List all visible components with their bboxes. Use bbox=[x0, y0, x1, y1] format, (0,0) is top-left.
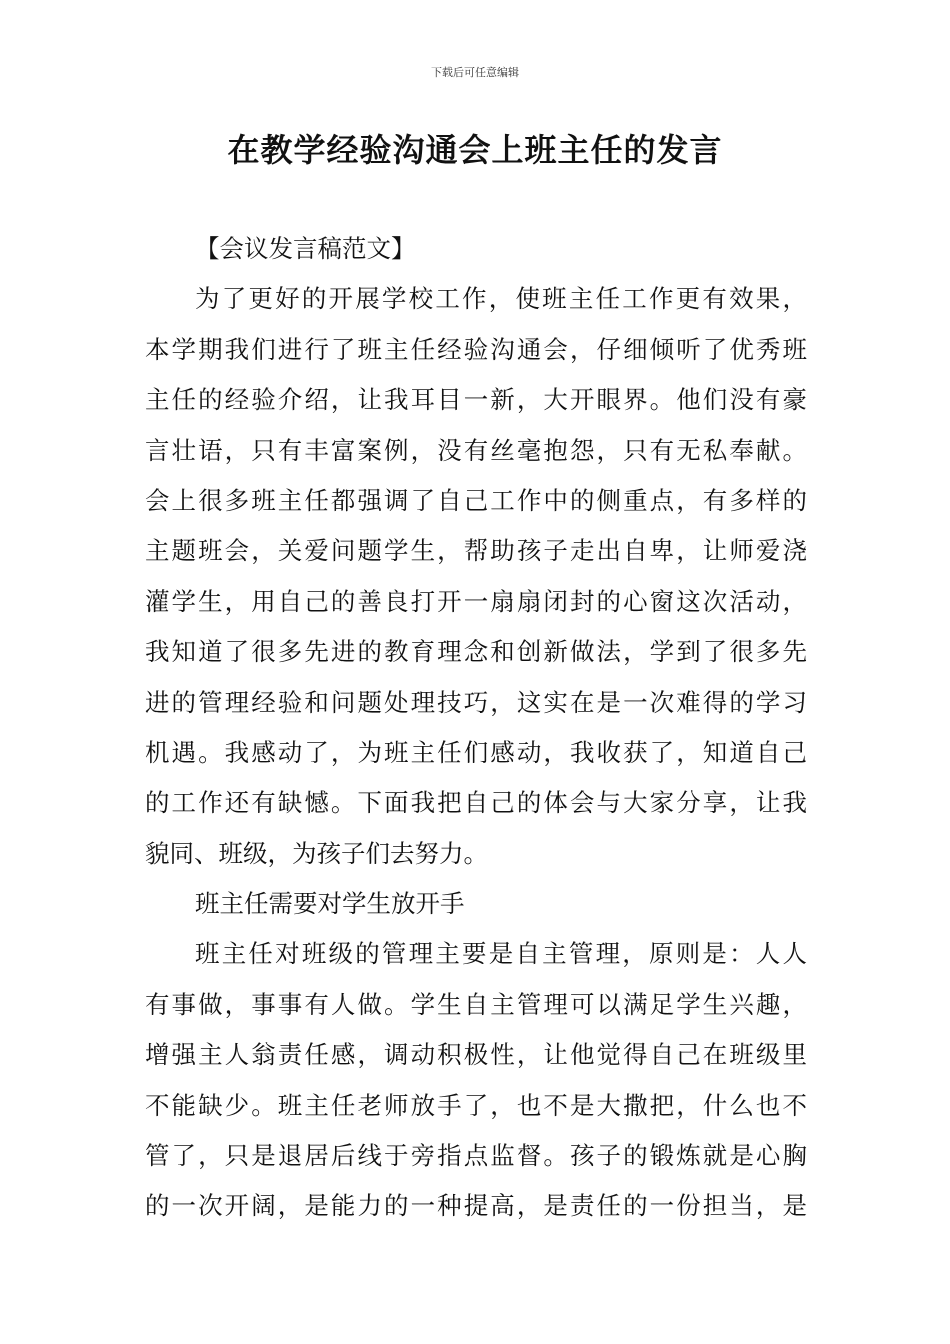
text-line: 的工作还有缺憾。下面我把自己的体会与大家分享，让我 bbox=[145, 788, 807, 818]
text-line: 不能缺少。班主任老师放手了，也不是大撒把，什么也不 bbox=[145, 1090, 807, 1120]
text-line: 班主任对班级的管理主要是自主管理，原则是：人人 bbox=[195, 939, 807, 969]
text-line: 主任的经验介绍，让我耳目一新，大开眼界。他们没有豪 bbox=[145, 385, 807, 415]
text-line: 主题班会，关爱问题学生，帮助孩子走出自卑，让师爱浇 bbox=[145, 536, 807, 566]
body-text bbox=[145, 224, 807, 1232]
header-note: 下载后可任意编辑 bbox=[431, 66, 519, 79]
text-line: 本学期我们进行了班主任经验沟通会，仔细倾听了优秀班 bbox=[145, 334, 807, 364]
text-line: 管了，只是退居后线于旁指点监督。孩子的锻炼就是心胸 bbox=[145, 1141, 807, 1171]
text-line: 言壮语，只有丰富案例，没有丝毫抱怨，只有无私奉献。 bbox=[145, 435, 807, 465]
text-line: 会上很多班主任都强调了自己工作中的侧重点，有多样的 bbox=[145, 485, 807, 515]
text-line: 进的管理经验和问题处理技巧，这实在是一次难得的学习 bbox=[145, 687, 807, 717]
text-line: 貌同、班级，为孩子们去努力。 bbox=[145, 838, 488, 868]
text-line: 【会议发言稿范文】 bbox=[195, 234, 416, 263]
text-line: 为了更好的开展学校工作，使班主任工作更有效果， bbox=[195, 284, 807, 314]
text-line: 有事做，事事有人做。学生自主管理可以满足学生兴趣， bbox=[145, 989, 807, 1019]
text-line: 机遇。我感动了，为班主任们感动，我收获了，知道自己 bbox=[145, 737, 807, 767]
section-heading: 班主任需要对学生放开手 bbox=[195, 889, 465, 919]
text-line: 的一次开阔，是能力的一种提高，是责任的一份担当，是 bbox=[145, 1191, 807, 1221]
text-line: 我知道了很多先进的教育理念和创新做法，学到了很多先 bbox=[145, 637, 807, 667]
text-line: 增强主人翁责任感，调动积极性，让他觉得自己在班级里 bbox=[145, 1040, 807, 1070]
text-line: 灌学生，用自己的善良打开一扇扇闭封的心窗这次活动， bbox=[145, 586, 807, 616]
document-title: 在教学经验沟通会上班主任的发言 bbox=[227, 131, 723, 169]
